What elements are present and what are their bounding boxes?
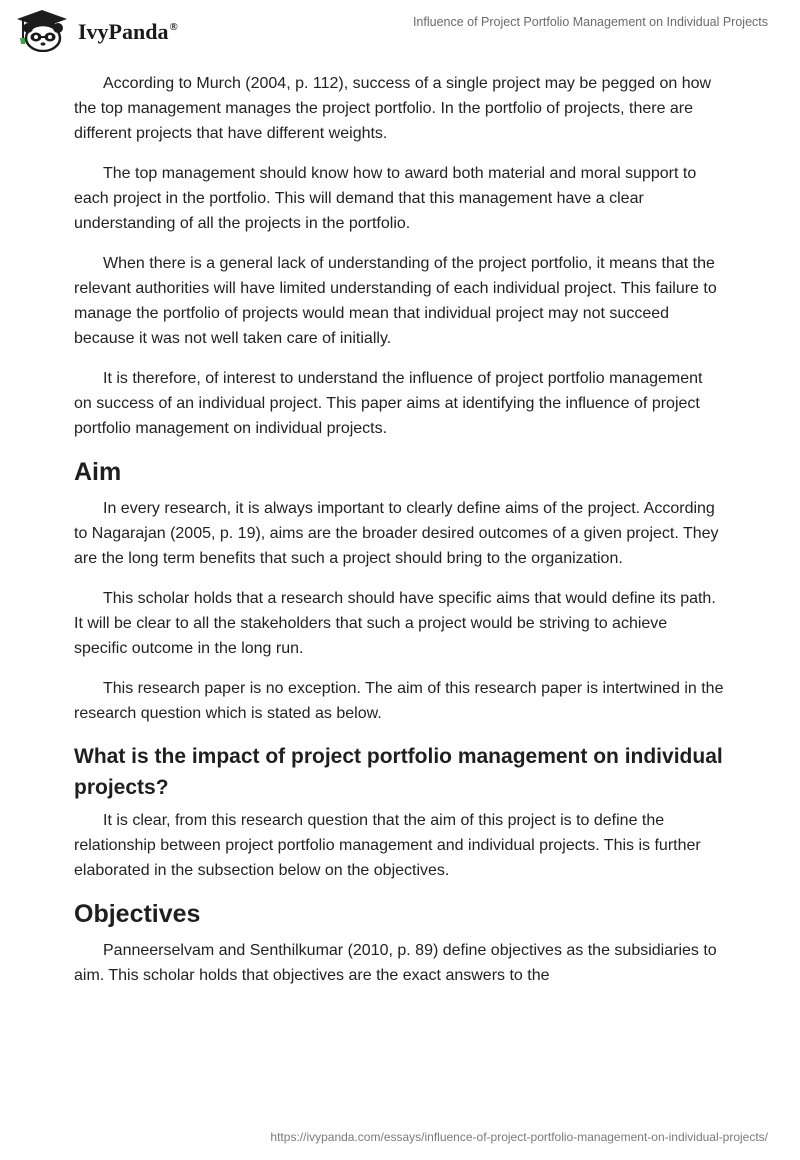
- paragraph: It is therefore, of interest to understand the influence of project portfolio management on success of an individual project. This paper aims at identifying the influence of project portfolio management on individual projects.: [74, 370, 703, 437]
- paragraph: This research paper is no exception. The aim of this research paper is intertwined in the research question which is stated as below.: [74, 680, 724, 722]
- document-title: Influence of Project Portfolio Management on Individual Projects: [412, 15, 768, 29]
- site-logo[interactable]: [15, 8, 178, 52]
- paragraph: According to Murch (2004, p. 112), success of a single project may be pegged on how the top management manages the project portfolio. In the portfolio of projects, there are different projects that have different weights.: [74, 75, 712, 142]
- research-question-heading: What is the impact of project portfolio management on individual projects?: [74, 745, 723, 799]
- essay-body: [74, 71, 724, 1003]
- paragraph: Panneerselvam and Senthilkumar (2010, p. 89) define objectives as the subsidiaries to aim. This scholar holds that objectives are the exact answers to the: [74, 942, 717, 984]
- paragraph: This scholar holds that a research should have specific aims that would define its path. It will be clear to all the stakeholders that such a project would be striving to achieve specific outcome in the long run.: [74, 590, 716, 657]
- page-header: [0, 0, 800, 62]
- logo-wordmark: IvyPanda®: [78, 19, 178, 44]
- paragraph: It is clear, from this research question that the aim of this project is to define the relationship between project portfolio management and individual projects. This is further elaborated in the subsection below on the objectives.: [74, 812, 701, 879]
- section-heading-aim: Aim: [74, 458, 122, 486]
- paragraph: The top management should know how to award both material and moral support to each project in the portfolio. This will demand that this management have a clear understanding of all the projects in the portfolio.: [74, 165, 697, 232]
- paragraph: When there is a general lack of understanding of the project portfolio, it means that the relevant authorities will have limited understanding of each individual project. This failure to manage the portfolio of projects would mean that individual project may not succeed because it was not well taken care of initially.: [74, 255, 717, 347]
- source-url[interactable]: https://ivypanda.com/essays/influence-of-project-portfolio-management-on-individual-projects/: [270, 1130, 768, 1144]
- paragraph: In every research, it is always important to clearly define aims of the project. According to Nagarajan (2005, p. 19), aims are the broader desired outcomes of a given project. They are the long term benefits that such a project should bring to the organization.: [74, 500, 719, 567]
- panda-graduate-icon: [15, 8, 73, 52]
- section-heading-objectives: Objectives: [74, 900, 201, 928]
